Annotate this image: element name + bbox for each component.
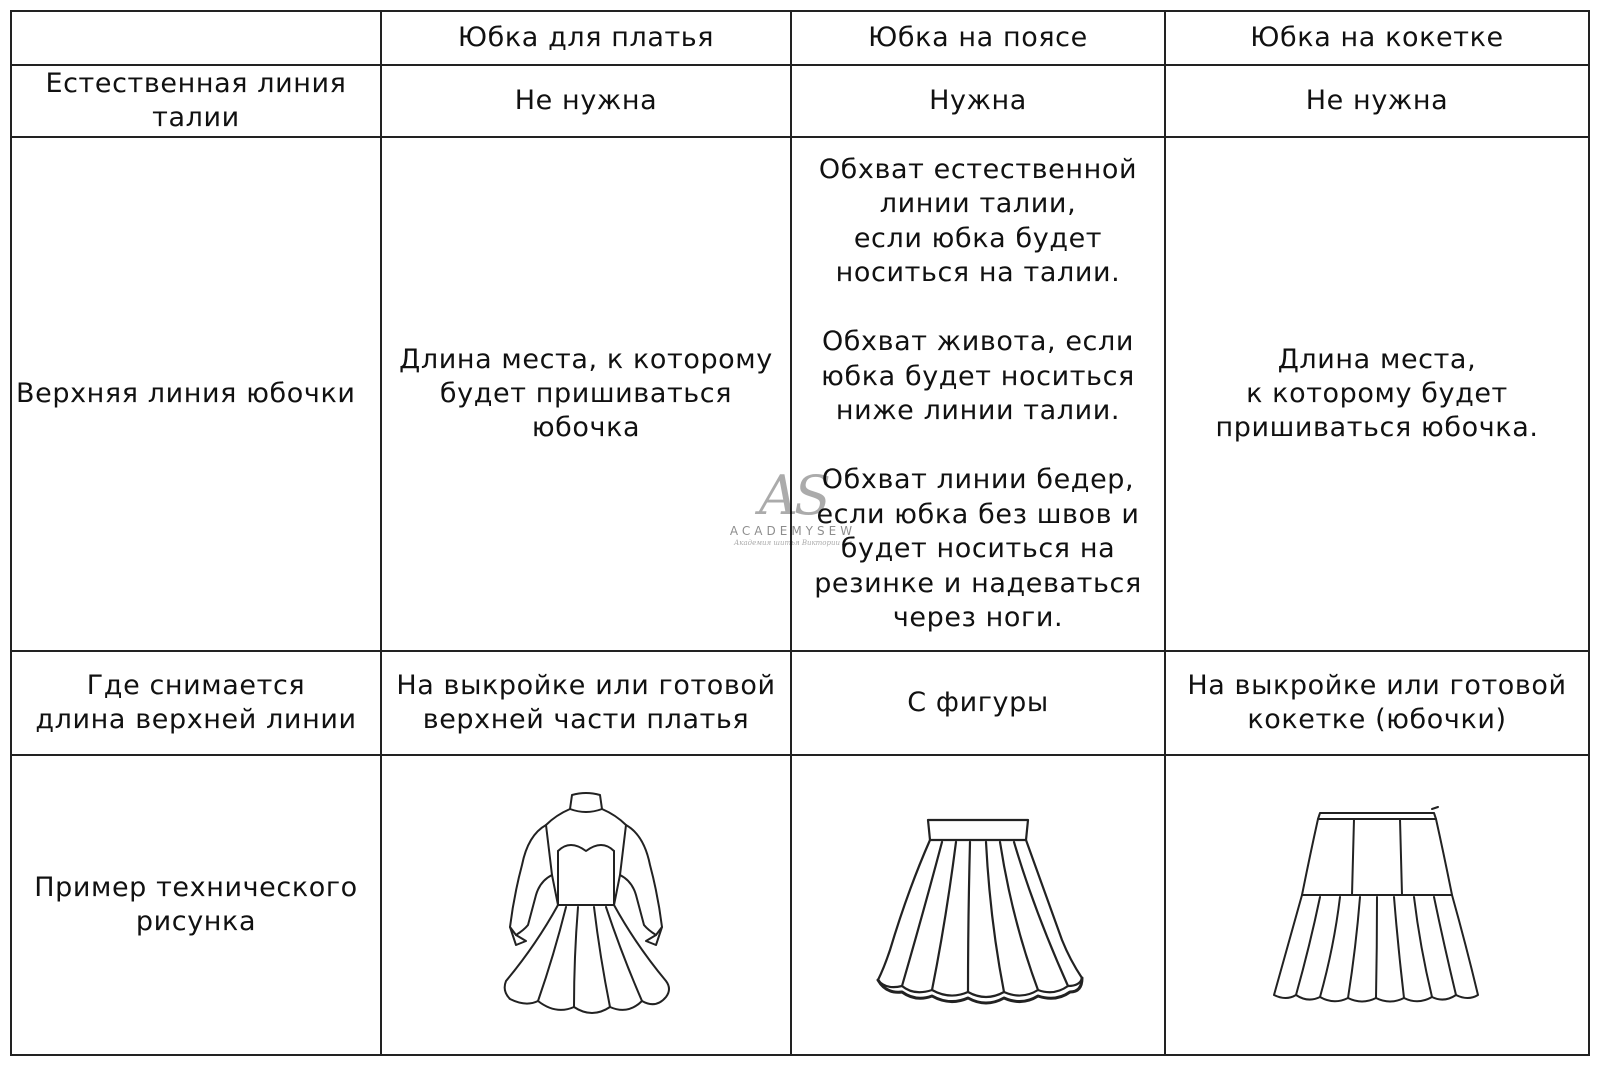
cell-natural-waist-yoke: Не нужна bbox=[1166, 66, 1588, 138]
yoke-skirt-sketch-image bbox=[1262, 795, 1492, 1015]
waistband-skirt-sketch-image bbox=[858, 800, 1098, 1010]
cell-natural-waist-waistband: Нужна bbox=[792, 66, 1166, 138]
cell-top-line-yoke: Длина места, к которому будет пришиваться юбочка. bbox=[1166, 138, 1588, 652]
dress-sketch-cell bbox=[382, 756, 792, 1054]
yoke-skirt-sketch-cell bbox=[1166, 756, 1588, 1054]
header-yoke-skirt: Юбка на кокетке bbox=[1166, 12, 1588, 66]
header-dress-skirt: Юбка для платья bbox=[382, 12, 792, 66]
cell-natural-waist-dress: Не нужна bbox=[382, 66, 792, 138]
watermark-name: ACADEMYSEW bbox=[729, 524, 857, 538]
cell-measure-place-dress: На выкройке или готовой верхней части платья bbox=[382, 652, 792, 756]
waistband-skirt-sketch-cell bbox=[792, 756, 1166, 1054]
row-label-measure-place: Где снимается длина верхней линии bbox=[12, 652, 382, 756]
cell-measure-place-waistband: С фигуры bbox=[792, 652, 1166, 756]
comparison-table bbox=[10, 10, 1590, 1056]
cell-measure-place-yoke: На выкройке или готовой кокетке (юбочки) bbox=[1166, 652, 1588, 756]
row-label-tech-drawing: Пример технического рисунка bbox=[12, 756, 382, 1054]
cell-top-line-dress: Длина места, к которому будет пришиваться юбочка bbox=[382, 138, 792, 652]
dress-sketch-image bbox=[466, 785, 706, 1025]
header-corner bbox=[12, 12, 382, 66]
watermark-logo: AS bbox=[759, 464, 827, 527]
cell-top-line-waistband: Обхват естественной линии талии, если юбка будет носиться на талии. Обхват живота, если юбка будет носиться ниже линии талии. Обхват линии бедер, если юбка без швов и будет носиться на резинке и надеваться через ноги. bbox=[792, 138, 1166, 652]
row-label-top-line: Верхняя линия юбочки bbox=[12, 138, 382, 652]
row-label-natural-waist: Естественная линия талии bbox=[12, 66, 382, 138]
watermark-subtitle: Академия шитья Виктории Ал bbox=[733, 539, 853, 547]
header-waistband-skirt: Юбка на поясе bbox=[792, 12, 1166, 66]
